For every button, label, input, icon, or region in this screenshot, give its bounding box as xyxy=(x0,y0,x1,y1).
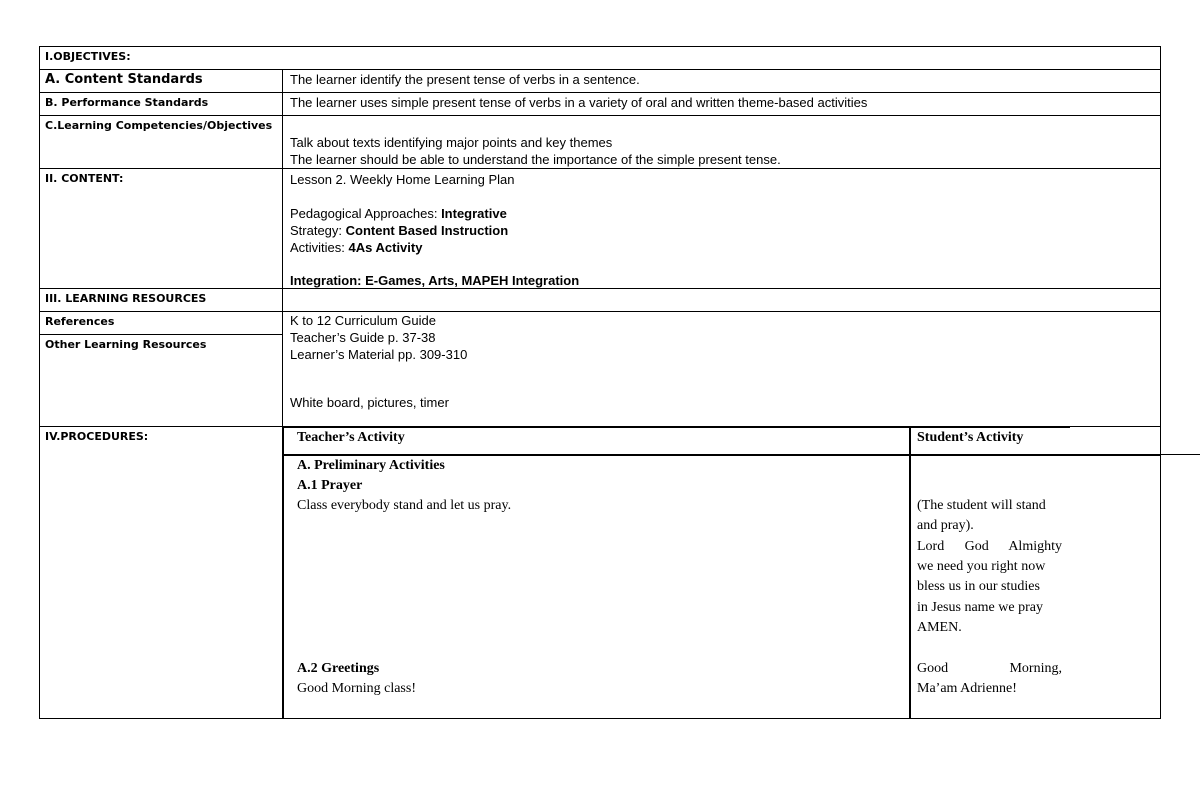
greetings-student-line: Ma’am Adrienne! xyxy=(917,681,1017,696)
reference-line: Learner’s Material pp. 309-310 xyxy=(290,347,468,362)
student-activity-header: Student’s Activity xyxy=(917,430,1024,445)
activities-prefix: Activities: xyxy=(290,240,349,255)
greetings-student-line: Good Morning, xyxy=(917,661,1062,676)
prayer-student-line: bless us in our studies xyxy=(917,579,1040,594)
greetings-heading: A.2 Greetings xyxy=(297,661,380,676)
content-standards-label: A. Content Standards xyxy=(45,72,203,87)
teacher-activity-header: Teacher’s Activity xyxy=(297,430,405,445)
references-label: References xyxy=(45,315,115,328)
integration xyxy=(290,272,579,289)
row-divider xyxy=(39,92,1161,93)
reference-line: Teacher’s Guide p. 37-38 xyxy=(290,330,436,345)
performance-standards-value: The learner uses simple present tense of verbs in a variety of oral and written theme-based activities xyxy=(290,95,868,110)
activity-header-extension xyxy=(1161,454,1200,455)
approach-prefix: Pedagogical Approaches: xyxy=(290,206,442,221)
greetings-teacher-text: Good Morning class! xyxy=(297,681,416,696)
activities-value: 4As Activity xyxy=(348,240,423,255)
row-divider xyxy=(39,115,1161,116)
prayer-student-line: and pray). xyxy=(917,518,974,533)
strategy-prefix: Strategy: xyxy=(290,223,346,238)
approach-value: Integrative xyxy=(441,206,507,221)
row-divider xyxy=(39,69,1161,70)
procedures-label: IV.PROCEDURES: xyxy=(45,430,149,443)
content-label: II. CONTENT: xyxy=(45,172,124,185)
integration-value: Integration: E-Games, Arts, MAPEH Integration xyxy=(290,273,580,288)
table-border-bottom xyxy=(39,718,1161,719)
strategy-value: Content Based Instruction xyxy=(345,223,509,238)
prayer-student-line: in Jesus name we pray xyxy=(917,600,1043,615)
competencies-label: C.Learning Competencies/Objectives xyxy=(45,119,273,132)
activity-column-divider xyxy=(909,426,911,719)
pedagogical-approach xyxy=(290,205,507,222)
other-resources-value: White board, pictures, timer xyxy=(290,395,449,410)
content-standards-value: The learner identify the present tense of verbs in a sentence. xyxy=(290,72,640,87)
row-divider xyxy=(39,311,1161,312)
row-divider xyxy=(39,288,1161,289)
row-divider-references xyxy=(39,334,282,335)
objectives-header: I.OBJECTIVES: xyxy=(45,50,131,63)
activity-table-left-thick xyxy=(282,426,284,719)
prayer-teacher-text: Class everybody stand and let us pray. xyxy=(297,498,512,513)
competency-line: The learner should be able to understand the importance of the simple present tense. xyxy=(290,152,781,167)
table-border-top xyxy=(39,46,1161,47)
strategy xyxy=(290,222,508,239)
resources-label: III. LEARNING RESOURCES xyxy=(45,292,207,305)
prayer-student-line: Lord God Almighty xyxy=(917,539,1062,554)
table-border-right xyxy=(1160,46,1161,719)
preliminary-activities-heading: A. Preliminary Activities xyxy=(297,458,445,473)
lesson-title: Lesson 2. Weekly Home Learning Plan xyxy=(290,172,515,187)
prayer-student-line: we need you right now xyxy=(917,559,1046,574)
row-divider xyxy=(39,168,1161,169)
prayer-heading: A.1 Prayer xyxy=(297,478,363,493)
table-border-left xyxy=(39,46,40,719)
prayer-student-line: (The student will stand xyxy=(917,498,1046,513)
competency-line: Talk about texts identifying major points and key themes xyxy=(290,135,613,150)
reference-line: K to 12 Curriculum Guide xyxy=(290,313,436,328)
prayer-student-line: AMEN. xyxy=(917,620,962,635)
activities xyxy=(290,239,422,256)
performance-standards-label: B. Performance Standards xyxy=(45,96,209,109)
other-resources-label: Other Learning Resources xyxy=(45,338,207,351)
